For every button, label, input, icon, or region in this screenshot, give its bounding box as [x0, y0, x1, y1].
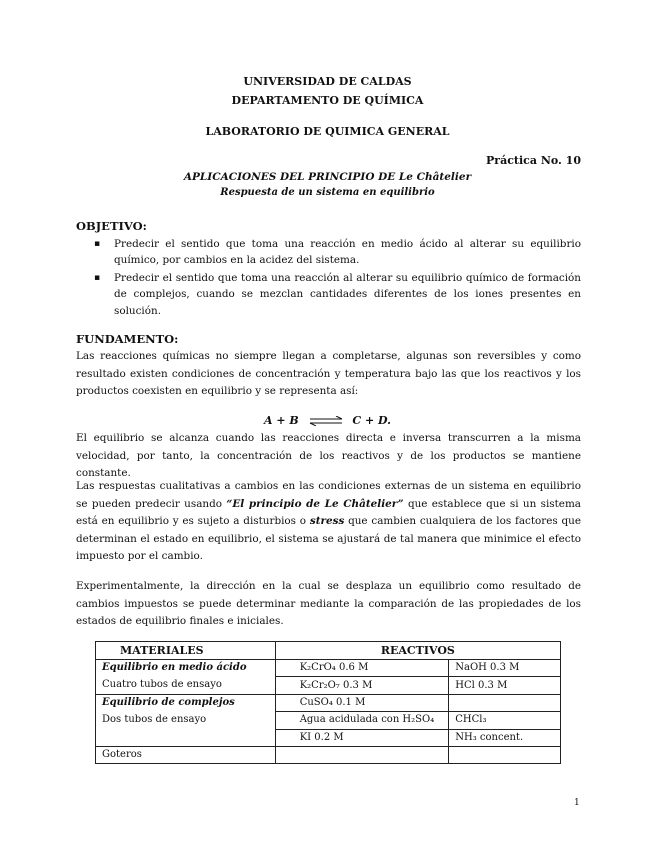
practice-subtitle: Respuesta de un sistema en equilibrio: [220, 187, 435, 198]
text-segment: Las respuestas cualitativas a cambios en las condiciones externas de un sistema en equilibrio se pueden predecir usando: [76, 480, 581, 510]
principle-name: “El principio de Le Châtelier”: [226, 497, 404, 510]
department-name: DEPARTAMENTO DE QUÍMICA: [231, 94, 424, 107]
empty-cell: [96, 729, 276, 746]
stress-term: stress: [309, 515, 345, 528]
lab-title: LABORATORIO DE QUIMICA GENERAL: [205, 125, 450, 138]
table-row: [96, 660, 561, 677]
equilibrium-equation: [0, 414, 655, 427]
paragraph-le-chatelier: [76, 478, 581, 566]
material-cell: Dos tubos de ensayo: [96, 712, 276, 729]
page-number: 1: [574, 798, 580, 808]
reagent-cell: Agua acidulada con H₂SO₄: [275, 712, 449, 729]
reagent-cell: K₂CrO₄ 0.6 M: [275, 660, 449, 677]
material-cell: Equilibrio de complejos: [96, 694, 276, 711]
objective-heading: OBJETIVO:: [76, 219, 147, 233]
reagent-cell: CuSO₄ 0.1 M: [275, 694, 449, 711]
equilibrium-arrows-icon: [309, 416, 343, 426]
practice-number: Práctica No. 10: [486, 154, 581, 167]
fundamento-heading: FUNDAMENTO:: [76, 332, 179, 346]
materials-reagents-table: [95, 641, 561, 764]
university-name: UNIVERSIDAD DE CALDAS: [243, 75, 412, 88]
reagent-cell: KI 0.2 M: [275, 729, 449, 746]
material-cell: Equilibrio en medio ácido: [96, 660, 276, 677]
paragraph-experimental: Experimentalmente, la dirección en la cual se desplaza un equilibrio como resultado de cambios impuestos se puede determinar mediante la comparación de las propiedades de los estados de equilibrio finales e iniciales.: [76, 580, 581, 628]
reagent-cell: HCl 0.3 M: [449, 677, 561, 694]
table-row: [96, 694, 561, 711]
objective-item: ▪ Predecir el sentido que toma una reacción al alterar su equilibrio químico de formación de complejos, cuando se mezclan cantidades diferentes de los iones presentes en solución.: [76, 270, 581, 319]
objective-item: ▪ Predecir el sentido que toma una reacción en medio ácido al alterar su equilibrio químico, por cambios en la acidez del sistema.: [76, 236, 581, 269]
empty-cell: [449, 694, 561, 711]
table-row: [96, 712, 561, 729]
material-cell: Goteros: [96, 746, 276, 763]
paragraph-reversible: Las reacciones químicas no siempre llegan a completarse, algunas son reversibles y como resultado existen condiciones de concentración y temperatura bajo las que los reactivos y los productos coexisten en equilibrio y se representa así:: [76, 350, 581, 398]
paragraph-equilibrium: El equilibrio se alcanza cuando las reacciones directa e inversa transcurren a la misma velocidad, por tanto, la concentración de los reactivos y de los productos se mantiene constante.: [76, 432, 581, 480]
equation-reactants: A + B: [263, 414, 299, 427]
reagents-header: REACTIVOS: [275, 642, 560, 660]
table-row: [96, 729, 561, 746]
practice-title: APLICACIONES DEL PRINCIPIO DE Le Châtelier: [183, 171, 472, 183]
table-row: [96, 677, 561, 694]
objective-list: [76, 236, 581, 320]
equation-products: C + D.: [352, 414, 391, 427]
table-row: [96, 746, 561, 763]
reagent-cell: NaOH 0.3 M: [449, 660, 561, 677]
reagent-cell: K₂Cr₂O₇ 0.3 M: [275, 677, 449, 694]
empty-cell: [275, 746, 449, 763]
material-cell: Cuatro tubos de ensayo: [96, 677, 276, 694]
reagent-cell: NH₃ concent.: [449, 729, 561, 746]
table-header-row: [96, 642, 561, 660]
text-segment: que cambien cualquiera de los factores que determinan el estado en equilibrio, el sistema se ajustará de tal manera que minimice el efecto impuesto por el cambio.: [76, 515, 581, 563]
reagent-cell: CHCl₃: [449, 712, 561, 729]
materials-header: MATERIALES: [96, 642, 276, 660]
empty-cell: [449, 746, 561, 763]
text-segment: que establece que si un sistema está en equilibrio y es sujeto a disturbios o: [76, 497, 581, 528]
